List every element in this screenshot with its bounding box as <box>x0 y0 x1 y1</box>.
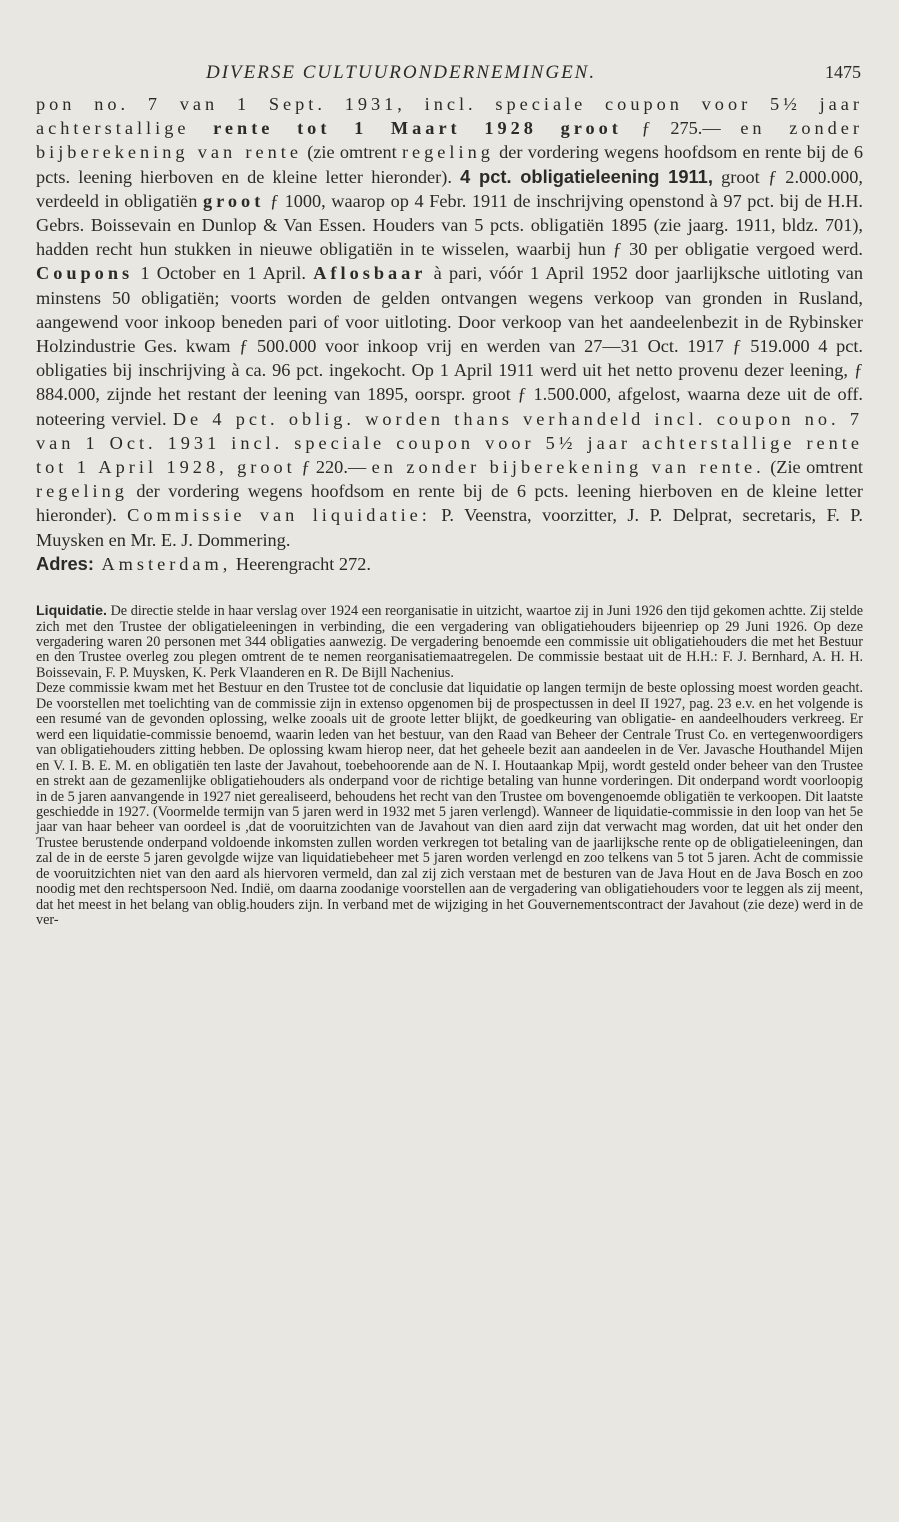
text-run: (zie omtrent <box>301 142 402 163</box>
text-run: en zonder bijberekening van rente <box>36 118 863 163</box>
text-run: groot ƒ 2.000.000, verdeeld in obligatiën <box>36 166 863 211</box>
text-run-bold: rente tot 1 Maart 1928 groot <box>213 118 622 139</box>
text-run: 1 October en 1 April. <box>133 263 314 284</box>
text-run: en zonder bijberekening van rente. <box>371 457 765 478</box>
text-run: P. Veenstra, voorzitter, J. P. Delprat, secretaris, F. P. Muysken en Mr. E. J. Dommering. <box>36 505 863 550</box>
address-line <box>36 552 863 576</box>
text-run-bold: Aflosbaar <box>313 263 427 284</box>
main-text <box>36 92 863 576</box>
heading-liquidatie: Liquidatie. <box>36 603 107 620</box>
address-street: Heerengracht 272. <box>231 553 371 574</box>
paragraph-liquidatie <box>36 604 863 681</box>
text-run: der vordering wegens hoofdsom en rente bij de 6 pcts. leening hierboven en de kleine letter hieronder). <box>36 481 863 526</box>
text-run: De 4 pct. oblig. worden thans verhandeld incl. coupon no. 7 van 1 Oct. 1931 incl. speciale coupon voor 5½ jaar achterstallige rente tot 1 April 1928, groot <box>36 408 863 478</box>
text-run: Commissie van liquidatie: <box>127 505 431 526</box>
text-run-bold: Coupons <box>36 263 134 284</box>
text-run: à pari, vóór 1 April 1952 door jaarlijksche uitloting van minstens 50 obligatiën; voorts worden de gelden ontvangen wegens verkoop van gronden in Rusland, aangewend voor inkoop beneden pari of voor uitloting. Door verkoop van het aandeelenbezit in de Rybinsker Holzindustrie Ges. kwam ƒ 500.000 voor inkoop vrij en werden van 27—31 Oct. 1917 ƒ 519.000 4 pct. obligaties bij inschrijving à ca. 96 pct. ingekocht. Op 1 April 1911 werd uit het netto provenu dezer leening, ƒ 884.000, zijnde het restant der leening van 1895, oorspr. groot ƒ 1.500.000, afgelost, waarna deze uit de off. noteering verviel. <box>36 263 863 429</box>
running-title: DIVERSE CULTUURONDERNEMINGEN. <box>206 62 597 83</box>
text-run: ƒ 275.— <box>621 118 741 139</box>
text-run: De directie stelde in haar verslag over 1924 een reorganisatie in uitzicht, waartoe zij in Juni 1926 den tijd gekomen achtte. Zij stelde zich met den Trustee der obligatieleeningen in verbinding, die een vergadering van obligatiehouders bijeenriep op 29 Juni 1926. Op deze vergadering waren 20 personen met 344 obligaties aanwezig. De vergadering benoemde een commissie uit obligatiehouders die met het Bestuur en den Trustee overleg zou plegen omtrent de te nemen reorganisatiemaatregelen. De commissie bestaat uit de H.H.: F. J. Bernhard, A. H. H. Boissevain, F. P. Muysken, K. Perk Vlaanderen en R. De Bijll Nachenius. <box>36 603 863 681</box>
address-city: Amsterdam, <box>93 553 232 574</box>
paragraph-obligaties <box>36 92 863 552</box>
text-run-bold: groot <box>202 190 265 211</box>
paragraph-commissie: Deze commissie kwam met het Bestuur en den Trustee tot de conclusie dat liquidatie op langen termijn de beste oplossing moest worden geacht. De voorstellen met toelichting van de commissie zijn in extenso opgenomen bij de prospectussen in deel II 1927, pag. 23 e.v. en het volgende is een resumé van de gevonden oplossing, welke zooals uit de groote letter blijkt, de goedkeuring van obligatie- en aandeelhouders verkreeg. Er werd een liquidatie-commissie benoemd, waarin leden van het bestuur, van den Raad van Beheer der Centrale Trust Co. en vertegenwoordigers van obligatiehouders zitting hebben. De oplossing kwam hierop neer, dat het geheele bezit aan aandeelen in de Ver. Javasche Houthandel Mijen en V. I. B. E. M. en obligatiën ten laste der Javahout, toebehoorende aan de N. I. Houtaankap Mpij, wordt gesteld onder beheer van den Trustee en strekt aan de gezamenlijke obligatiehouders als onderpand voor de richtige betaling van hunne vorderingen. Dit onderpand wordt voorloopig in de 5 jaren aanvangende in 1927 niet gerealiseerd, behoudens het recht van den Trustee om bovengenoemde obligatiën te verkoopen. Dit laatste geschiedde in 1927. (Voormelde termijn van 5 jaren werd in 1932 met 5 jaren verlengd). Wanneer de liquidatie-commissie in den loop van het 5e jaar van haar beheer van oordeel is ,dat de vooruitzichten van de Javahout van dien aard zijn dat verwacht mag worden, dat uit het onder den Trustee berustende onderpand voldoende inkomsten zullen worden verkregen tot betaling van de jaarlijksche rente op de obligatieleeningen, dan zal de in de eerste 5 jaren gevolgde wijze van liquidatiebeheer met 5 jaren worden verlengd en zoo telkens van 5 tot 5 jaren. Acht de commissie de vooruitzichten niet van den aard als hiervoren vermeld, dan zal zij zich verstaan met de besturen van de Java Hout en de Java Bosch en zoo noodig met den rechtspersoon Ned. Indië, om daarna zoodanige voorstellen aan de vergadering van obligatiehouders voor te leggen als zij meent, dat het meest in het belang van oblig.houders zijn. In verband met de wijziging in het Gouvernementscontract der Javahout (zie deze) werd in de ver- <box>36 680 863 929</box>
page-header <box>36 56 863 92</box>
address-label: Adres: <box>36 552 94 574</box>
text-run: (Zie omtrent <box>764 457 863 478</box>
small-print <box>36 604 863 929</box>
heading-obligatieleening: 4 pct. obligatieleening 1911, <box>460 165 713 187</box>
text-run: pon no. 7 van 1 Sept. 1931, incl. speciale coupon voor 5½ jaar achterstallige <box>36 94 863 139</box>
text-run: ƒ 1000, waarop op 4 Febr. 1911 de inschrijving openstond à 97 pct. bij de H.H. Gebrs. Boissevain en Dunlop & Van Essen. Houders van 5 pcts. obligatiën 1895 (zie jaarg. 1911, bldz. 701), hadden recht hun stukken in nieuwe obligatiën in te wisselen, waarbij hun ƒ 30 per obligatie vergoed werd. <box>36 190 863 260</box>
page-number: 1475 <box>825 62 861 82</box>
text-run: regeling <box>401 142 494 163</box>
text-run: der vordering wegens hoofdsom en rente bij de 6 pcts. leening hierboven en de kleine letter hieronder). <box>36 142 863 187</box>
text-run: ƒ 220.— <box>295 457 372 478</box>
text-run: regeling <box>36 481 128 502</box>
